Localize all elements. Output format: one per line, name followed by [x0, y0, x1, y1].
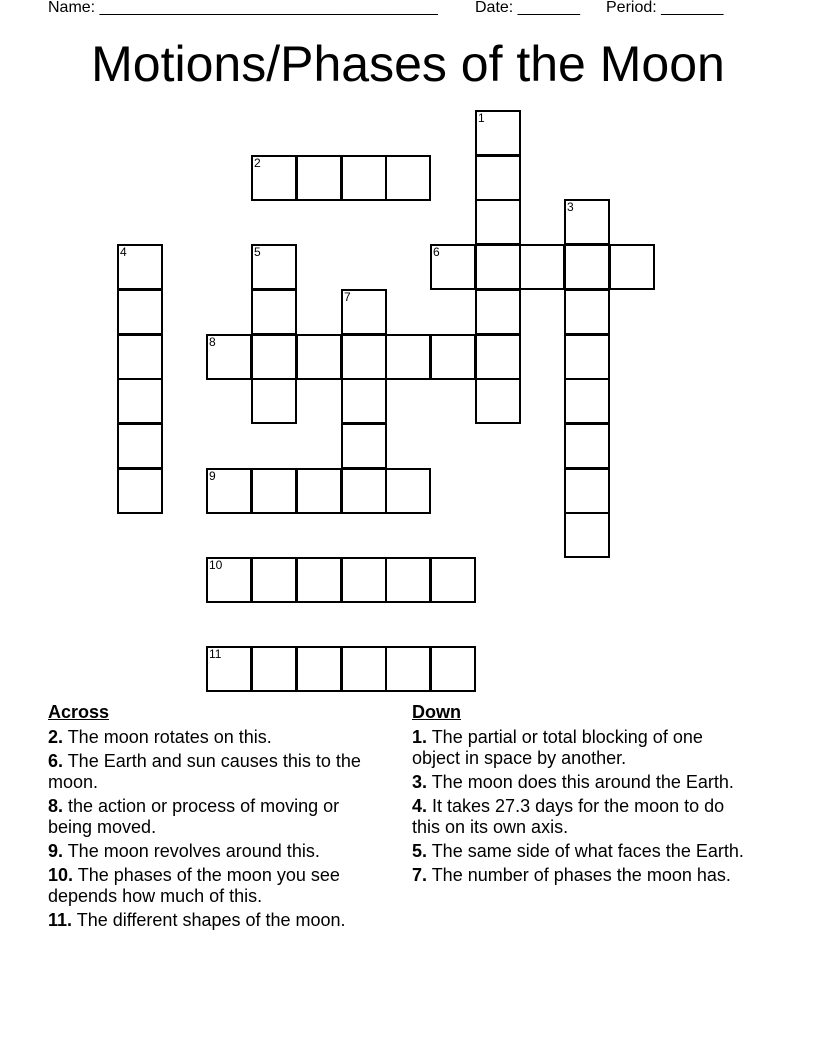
clue-number-label: 10 — [209, 558, 223, 572]
clue-number-label: 9 — [209, 469, 216, 483]
crossword-cell[interactable] — [251, 468, 297, 514]
crossword-cell[interactable] — [430, 646, 476, 692]
crossword-cell[interactable] — [430, 557, 476, 603]
clue-text: The phases of the moon you see depends how much of this. — [48, 865, 340, 906]
clue-number-label: 6 — [433, 245, 440, 259]
crossword-cell[interactable] — [251, 155, 297, 201]
clue-number-label: 3 — [567, 200, 574, 214]
clue-text: The Earth and sun causes this to the moon. — [48, 751, 361, 792]
crossword-cell[interactable] — [296, 646, 342, 692]
crossword-cell[interactable] — [206, 334, 252, 380]
down-clue — [412, 841, 752, 862]
clue-text: The same side of what faces the Earth. — [427, 841, 744, 861]
clue-number: 1. — [412, 727, 428, 747]
crossword-cell[interactable] — [564, 199, 610, 245]
crossword-cell[interactable] — [341, 334, 387, 380]
clue-text: The moon revolves around this. — [63, 841, 320, 861]
crossword-cell[interactable] — [385, 468, 431, 514]
crossword-cell[interactable] — [296, 468, 342, 514]
crossword-cell[interactable] — [251, 334, 297, 380]
clue-number: 4. — [412, 796, 428, 816]
down-clues — [412, 702, 752, 889]
crossword-cell[interactable] — [117, 468, 163, 514]
crossword-cell[interactable] — [475, 199, 521, 245]
crossword-cell[interactable] — [564, 512, 610, 558]
crossword-cell[interactable] — [341, 155, 387, 201]
crossword-cell[interactable] — [519, 244, 565, 290]
clue-number: 11. — [48, 910, 73, 930]
clue-text: the action or process of moving or being moved. — [48, 796, 340, 837]
clue-text: It takes 27.3 days for the moon to do this on its own axis. — [412, 796, 725, 837]
clue-number: 2. — [48, 727, 64, 747]
clue-text: The moon does this around the Earth. — [427, 772, 734, 792]
crossword-cell[interactable] — [475, 378, 521, 424]
date-field[interactable]: Date: _______ — [475, 0, 580, 16]
crossword-cell[interactable] — [117, 244, 163, 290]
crossword-cell[interactable] — [564, 423, 610, 469]
clue-number: 9. — [48, 841, 64, 861]
crossword-cell[interactable] — [206, 557, 252, 603]
crossword-cell[interactable] — [475, 334, 521, 380]
crossword-cell[interactable] — [341, 423, 387, 469]
crossword-cell[interactable] — [475, 289, 521, 335]
clue-number-label: 5 — [254, 245, 261, 259]
crossword-cell[interactable] — [296, 155, 342, 201]
across-clue — [48, 910, 383, 931]
crossword-cell[interactable] — [206, 468, 252, 514]
clue-text: The number of phases the moon has. — [427, 865, 731, 885]
crossword-cell[interactable] — [564, 468, 610, 514]
clue-number: 6. — [48, 751, 64, 771]
crossword-cell[interactable] — [475, 244, 521, 290]
down-clue — [412, 865, 752, 886]
crossword-cell[interactable] — [609, 244, 655, 290]
clue-number: 8. — [48, 796, 64, 816]
clue-number-label: 11 — [209, 647, 222, 661]
clue-number-label: 7 — [344, 290, 351, 304]
crossword-cell[interactable] — [341, 289, 387, 335]
across-clue — [48, 796, 383, 838]
crossword-cell[interactable] — [475, 110, 521, 156]
clue-number: 3. — [412, 772, 428, 792]
across-clue — [48, 865, 383, 907]
crossword-cell[interactable] — [385, 155, 431, 201]
crossword-cell[interactable] — [117, 334, 163, 380]
crossword-cell[interactable] — [564, 334, 610, 380]
name-field[interactable]: Name: ______________________________________ — [48, 0, 438, 16]
across-heading: Across — [48, 702, 110, 722]
clue-text: The moon rotates on this. — [63, 727, 272, 747]
page-title: Motions/Phases of the Moon — [91, 36, 725, 92]
crossword-cell[interactable] — [117, 289, 163, 335]
period-field[interactable]: Period: _______ — [606, 0, 724, 16]
crossword-cell[interactable] — [117, 378, 163, 424]
clue-text: The partial or total blocking of one object in space by another. — [412, 727, 703, 768]
crossword-cell[interactable] — [430, 334, 476, 380]
crossword-cell[interactable] — [341, 378, 387, 424]
crossword-cell[interactable] — [341, 557, 387, 603]
crossword-cell[interactable] — [251, 289, 297, 335]
crossword-cell[interactable] — [117, 423, 163, 469]
crossword-cell[interactable] — [341, 468, 387, 514]
crossword-cell[interactable] — [251, 646, 297, 692]
crossword-cell[interactable] — [251, 244, 297, 290]
crossword-cell[interactable] — [564, 289, 610, 335]
across-clue — [48, 751, 383, 793]
crossword-cell[interactable] — [564, 378, 610, 424]
clue-number: 10. — [48, 865, 74, 885]
crossword-cell[interactable] — [341, 646, 387, 692]
clue-number-label: 8 — [209, 335, 216, 349]
crossword-cell[interactable] — [430, 244, 476, 290]
crossword-cell[interactable] — [385, 557, 431, 603]
down-clue — [412, 796, 752, 838]
crossword-cell[interactable] — [385, 646, 431, 692]
clue-text: The different shapes of the moon. — [72, 910, 346, 930]
crossword-cell[interactable] — [385, 334, 431, 380]
across-clue — [48, 841, 383, 862]
crossword-cell[interactable] — [296, 557, 342, 603]
down-clue — [412, 772, 752, 793]
crossword-cell[interactable] — [251, 557, 297, 603]
clue-number-label: 4 — [120, 245, 127, 259]
crossword-cell[interactable] — [296, 334, 342, 380]
across-clues — [48, 702, 383, 934]
clue-number-label: 2 — [254, 156, 261, 170]
clue-number: 7. — [412, 865, 428, 885]
crossword-cell[interactable] — [206, 646, 252, 692]
clue-number-label: 1 — [478, 111, 485, 125]
crossword-cell[interactable] — [475, 155, 521, 201]
across-clue — [48, 727, 383, 748]
down-heading: Down — [412, 702, 461, 722]
crossword-cell[interactable] — [251, 378, 297, 424]
clue-number: 5. — [412, 841, 428, 861]
down-clue — [412, 727, 752, 769]
crossword-cell[interactable] — [564, 244, 610, 290]
